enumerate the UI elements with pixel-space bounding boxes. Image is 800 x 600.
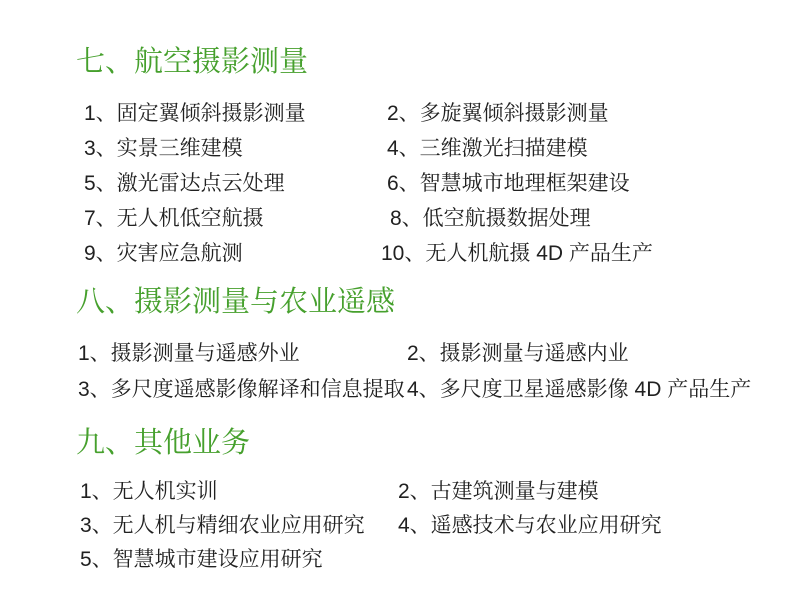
list-item: 9、灾害应急航测 (84, 242, 243, 265)
list-item: 3、无人机与精细农业应用研究 (80, 513, 365, 537)
section-8-title: 八、摄影测量与农业遥感 (76, 286, 396, 318)
list-item: 8、低空航摄数据处理 (390, 207, 591, 230)
list-item: 6、智慧城市地理框架建设 (387, 172, 630, 195)
list-item: 4、多尺度卫星遥感影像 4D 产品生产 (407, 377, 752, 401)
list-item: 1、无人机实训 (80, 479, 218, 503)
list-item: 7、无人机低空航摄 (84, 207, 264, 230)
section-9-title: 九、其他业务 (76, 427, 251, 459)
list-row (84, 96, 800, 131)
list-item: 5、激光雷达点云处理 (84, 172, 285, 195)
section-7-title: 七、航空摄影测量 (76, 46, 309, 78)
list-row (78, 335, 800, 371)
list-item: 4、遥感技术与农业应用研究 (398, 513, 662, 537)
list-row (80, 508, 800, 542)
list-row (84, 236, 800, 271)
section-8-list (0, 335, 800, 407)
section-7-list (0, 96, 800, 271)
list-item: 10、无人机航摄 4D 产品生产 (381, 242, 653, 265)
list-item: 5、智慧城市建设应用研究 (80, 547, 323, 571)
list-item: 4、三维激光扫描建模 (387, 137, 588, 160)
list-item: 3、实景三维建模 (84, 137, 243, 160)
list-item: 2、摄影测量与遥感内业 (407, 341, 629, 365)
list-row (78, 371, 800, 407)
list-row (80, 474, 800, 508)
list-row (84, 166, 800, 201)
list-item: 3、多尺度遥感影像解译和信息提取 (78, 377, 405, 401)
list-item: 1、摄影测量与遥感外业 (78, 341, 300, 365)
list-row (84, 131, 800, 166)
list-row (84, 201, 800, 236)
list-item: 1、固定翼倾斜摄影测量 (84, 102, 306, 125)
list-item: 2、多旋翼倾斜摄影测量 (387, 102, 609, 125)
list-row (80, 542, 800, 576)
list-item: 2、古建筑测量与建模 (398, 479, 599, 503)
section-9-list (0, 474, 800, 576)
